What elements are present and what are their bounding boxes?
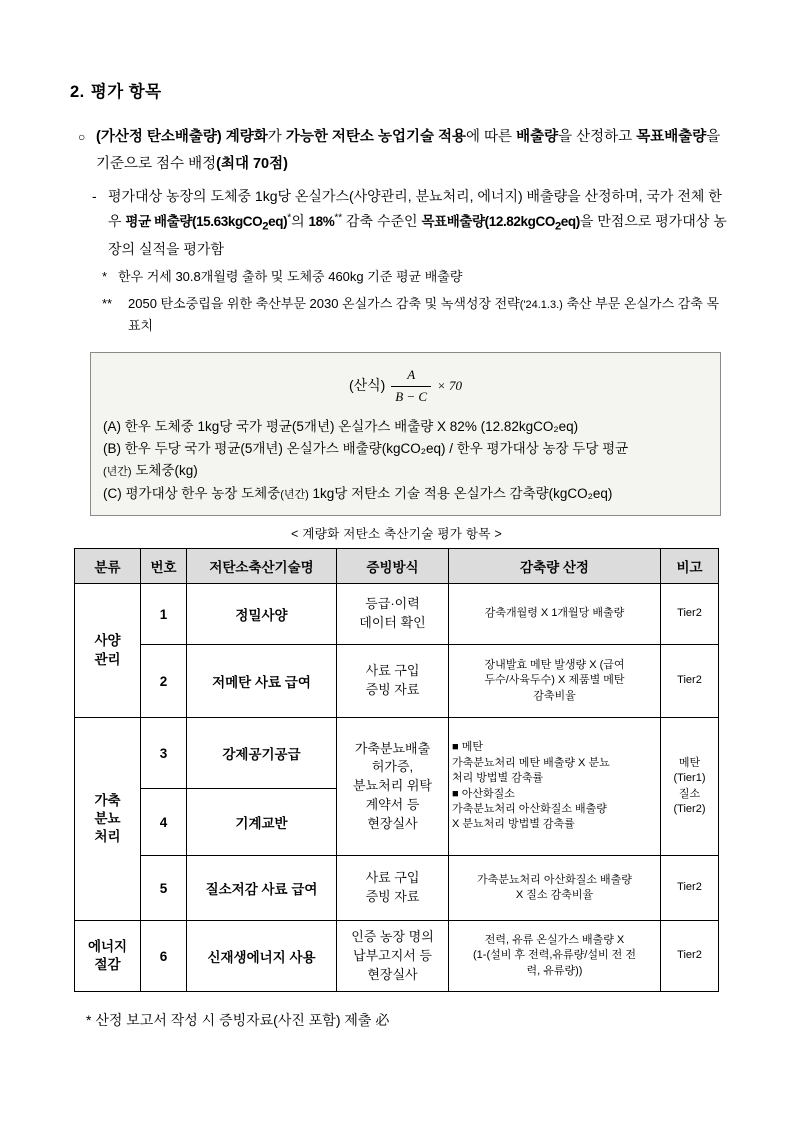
cell-calc-5 <box>449 856 661 921</box>
formula-line-c-text-b: 1kg당 저탄소 기술 적용 온실가스 감축량(kgCO₂eq) <box>308 485 613 501</box>
cell-tech-5: 질소저감 사료 급여 <box>187 856 337 921</box>
calc-3-line-3: 처리 방법별 감축률 <box>452 772 544 785</box>
main-bullet-part6: 을 산정하고 <box>558 129 637 145</box>
cell-no-4: 4 <box>141 789 187 856</box>
formula-box <box>90 352 721 516</box>
main-bullet-part5: 배출량 <box>516 129 559 145</box>
footnote-2-text <box>128 293 731 339</box>
footnote-ref-2: ** <box>334 212 343 224</box>
cell-no-1: 1 <box>141 584 187 645</box>
calc-3-line-4: ■ 아산화질소 <box>452 787 515 800</box>
main-bullet-part9: (최대 70점) <box>216 155 288 172</box>
calc-2-line-3: 감축비율 <box>533 689 576 702</box>
cell-no-3: 3 <box>141 718 187 789</box>
footnote-2-date: ('24.1.3.) <box>519 298 563 311</box>
cell-proof-6 <box>337 921 449 992</box>
proof-6-line-1: 인증 농장 명의 <box>351 928 434 944</box>
table-row <box>75 645 719 718</box>
formula-multiplier: × 70 <box>437 378 463 394</box>
footnote-1 <box>102 266 731 289</box>
note-3-line-2: (Tier1) <box>673 772 706 785</box>
formula-line-c <box>103 483 708 505</box>
avg-emission-label <box>125 213 288 233</box>
cell-note-2: Tier2 <box>661 645 719 718</box>
formula-label: (산식) <box>348 377 386 394</box>
proof-2-line-1: 사료 구입 <box>365 663 420 679</box>
table-row <box>75 718 719 789</box>
page-title <box>70 78 731 102</box>
main-bullet-part3: 가능한 저탄소 농업기술 적용 <box>285 129 467 145</box>
footnote-1-marker: * <box>102 268 108 284</box>
table-row <box>75 856 719 921</box>
cell-calc-2 <box>449 645 661 718</box>
col-header-technology: 저탄소축산기술명 <box>187 549 337 584</box>
formula-line-b-cont <box>103 460 708 482</box>
proof-1-line-1: 등급·이력 <box>365 596 420 612</box>
footnote-2-text-a: 2050 탄소중립을 위한 축산부문 2030 온실가스 감축 및 녹색성장 전략 <box>128 295 520 311</box>
calc-6-line-2: (1-(설비 후 전력,유류량/설비 전 전 <box>473 949 636 962</box>
cell-note-3 <box>661 718 719 856</box>
main-bullet-part8: 을 기준으로 점수 배정 <box>96 129 721 172</box>
proof-1-line-2: 데이터 확인 <box>359 615 426 631</box>
calc-5-line-1: 가축분뇨처리 아산화질소 배출량 <box>477 873 632 886</box>
sub-text-3: 의 <box>291 212 309 229</box>
target-emission-value: 목표배출량(12.82kgCO <box>421 213 555 229</box>
evaluation-table <box>74 548 719 992</box>
calc-3-line-6: X 분뇨처리 방법별 감축률 <box>452 818 575 831</box>
proof-3-line-5: 현장실사 <box>367 815 418 831</box>
formula-line-a: (A) 한우 도체중 1kg당 국가 평균(5개년) 온실가스 배출량 X 82% (12.82kgCO₂eq) <box>103 418 579 434</box>
cell-calc-6 <box>449 921 661 992</box>
cell-proof-5 <box>337 856 449 921</box>
proof-5-line-1: 사료 구입 <box>365 870 420 886</box>
reduction-percent: 18% <box>308 213 335 229</box>
proof-3-line-2: 허가증, <box>371 759 414 775</box>
sub-bullet-text <box>108 184 731 262</box>
col-header-category: 분류 <box>75 549 141 584</box>
footnote-1-text: 한우 거세 30.8개월령 출하 및 도체중 460kg 기준 평균 배출량 <box>118 268 463 284</box>
note-3-line-1: 메탄 <box>678 756 701 769</box>
section-title-text: 평가 항목 <box>90 83 162 101</box>
category-line-1: 사양 <box>94 633 121 649</box>
category2-line-3: 처리 <box>94 829 121 845</box>
avg-emission-sub: 2 <box>262 220 269 233</box>
table-caption: < 계량화 저탄소 축산기술 평가 항목 > <box>290 527 503 542</box>
footnote-ref-1: * <box>287 212 292 224</box>
category-line-2: 관리 <box>94 651 121 667</box>
calc-5-line-2: X 질소 감축비율 <box>515 889 594 902</box>
sub-bullet <box>92 184 731 262</box>
avg-emission-value: 평균 배출량(15.63kgCO <box>125 213 263 229</box>
cell-no-5: 5 <box>141 856 187 921</box>
cell-no-2: 2 <box>141 645 187 718</box>
cell-note-1: Tier2 <box>661 584 719 645</box>
footnote-2-marker: ** <box>102 295 113 311</box>
proof-6-line-3: 현장실사 <box>367 966 418 982</box>
note-3-line-3: 질소 <box>678 787 701 800</box>
formula-line-b-text: (B) 한우 두당 국가 평균(5개년) 온실가스 배출량(kgCO₂eq) / 한우 평가대상 농장 두당 평균 <box>103 441 629 457</box>
formula-line-c-small: (년간) <box>280 488 309 501</box>
cell-tech-3: 강제공기공급 <box>187 718 337 789</box>
footnote-2 <box>102 293 731 339</box>
cell-note-6: Tier2 <box>661 921 719 992</box>
col-header-proof: 증빙방식 <box>337 549 449 584</box>
category3-line-1: 에너지 <box>87 938 128 954</box>
cell-proof-1 <box>337 584 449 645</box>
note-3-line-4: (Tier2) <box>673 803 706 816</box>
cell-tech-6: 신재생에너지 사용 <box>187 921 337 992</box>
proof-3-line-1: 가축분뇨배출 <box>354 740 431 756</box>
formula-line-b-small: (년간) <box>103 465 132 478</box>
sub-text-1: 평가대상 농장의 도체중 1kg당 온실가스(사양관리, 분뇨처리, 에너지) 배출량을 산정하며, 국가 전체 한우 <box>108 187 722 229</box>
calc-3-line-1: ■ 메탄 <box>452 741 483 754</box>
main-bullet-text <box>96 124 731 178</box>
cell-no-6: 6 <box>141 921 187 992</box>
table-row <box>75 921 719 992</box>
target-emission-unit: eq) <box>560 213 580 229</box>
category2-line-2: 분뇨 <box>94 811 121 827</box>
formula-numerator: A <box>407 367 416 383</box>
cell-category-energy <box>75 921 141 992</box>
cell-tech-1: 정밀사양 <box>187 584 337 645</box>
formula-line-b <box>103 438 708 481</box>
cell-proof-2 <box>337 645 449 718</box>
sub-text-5: 감축 수준인 <box>342 212 422 229</box>
cell-tech-2: 저메탄 사료 급여 <box>187 645 337 718</box>
category2-line-1: 가축 <box>94 792 121 808</box>
formula-denominator: B − C <box>391 386 431 408</box>
calc-3-line-2: 가축분뇨처리 메탄 배출량 X 분뇨 <box>452 756 610 769</box>
target-emission-label <box>421 213 580 233</box>
formula-line-b-text2: 도체중(kg) <box>131 462 198 478</box>
main-bullet-part1: (가산정 탄소배출량) 계량화 <box>96 129 268 145</box>
col-header-number: 번호 <box>141 549 187 584</box>
proof-6-line-2: 납부고지서 등 <box>353 947 432 963</box>
formula-equation <box>103 365 708 408</box>
cell-tech-4: 기계교반 <box>187 789 337 856</box>
avg-emission-unit: eq) <box>268 213 288 229</box>
footnote-2-text-b: 축산 부문 온실가스 감축 목표치 <box>128 295 720 334</box>
calc-1-line-1: 감축개월령 X 1개월당 배출량 <box>484 607 625 620</box>
bullet-marker-circle: ○ <box>78 130 86 144</box>
calc-2-line-1: 장내발효 메탄 발생량 X (급여 <box>484 659 625 672</box>
col-header-note: 비고 <box>661 549 719 584</box>
main-bullet-part7: 목표배출량 <box>636 129 707 145</box>
calc-3-line-5: 가축분뇨처리 아산화질소 배출량 <box>452 803 607 816</box>
proof-3-line-4: 계약서 등 <box>365 797 420 813</box>
bullet-marker-dash: - <box>92 187 97 204</box>
table-header-row <box>75 549 719 584</box>
cell-calc-3 <box>449 718 661 856</box>
proof-5-line-2: 증빙 자료 <box>365 889 420 905</box>
calc-6-line-1: 전력, 유류 온실가스 배출량 X <box>484 934 625 947</box>
calc-6-line-3: 력, 유류량)) <box>526 964 583 977</box>
formula-line-c-text: (C) 평가대상 한우 농장 도체중 <box>103 485 281 501</box>
main-bullet-part2: 가 <box>267 129 286 145</box>
cell-category-manure <box>75 718 141 921</box>
cell-proof-3 <box>337 718 449 856</box>
col-header-calculation: 감축량 산정 <box>449 549 661 584</box>
proof-2-line-2: 증빙 자료 <box>365 682 420 698</box>
section-number: 2. <box>70 83 85 101</box>
sub-text-7: 을 만점으로 평가대상 농장의 실적을 평가함 <box>108 212 727 257</box>
cell-note-5: Tier2 <box>661 856 719 921</box>
calc-2-line-2: 두수/사육두수) X 제품별 메탄 <box>484 674 625 687</box>
cell-calc-1 <box>449 584 661 645</box>
target-emission-sub: 2 <box>554 220 561 233</box>
end-note: * 산정 보고서 작성 시 증빙자료(사진 포함) 제출 必 <box>86 1012 390 1029</box>
cell-category-feeding <box>75 584 141 718</box>
main-bullet <box>78 124 731 178</box>
formula-fraction <box>391 365 431 408</box>
table-row <box>75 584 719 645</box>
proof-3-line-3: 분뇨처리 위탁 <box>353 778 432 794</box>
main-bullet-part4: 에 따른 <box>466 129 517 145</box>
category3-line-2: 절감 <box>94 957 121 973</box>
